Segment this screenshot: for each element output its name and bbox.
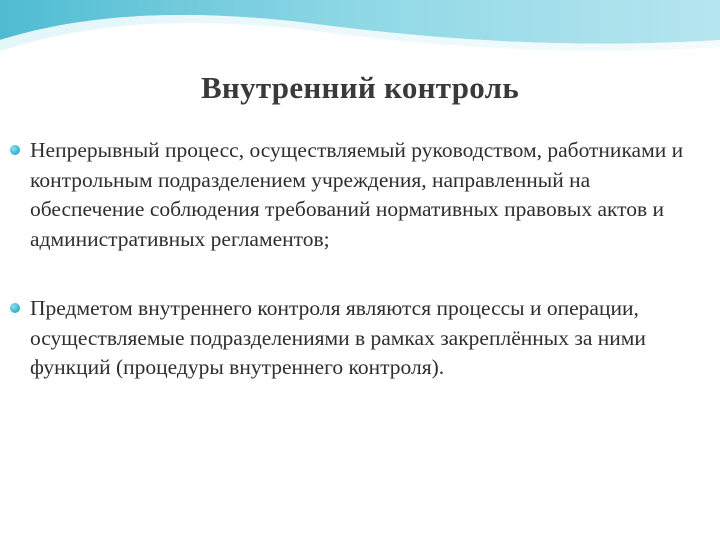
bullet-item-definition <box>8 136 698 254</box>
bullet-list <box>8 136 698 383</box>
bullet-icon <box>10 145 20 155</box>
bullet-text: Предметом внутреннего контроля являются процессы и операции, осуществляемые подразделениями в рамках закреплённых за ними функций (процедуры внутреннего контроля). <box>30 296 646 379</box>
bullet-text: Непрерывный процесс, осуществляемый руководством, работниками и контрольным подразделением учреждения, направленный на обеспечение соблюдения требований нормативных правовых актов и административных регламентов; <box>30 138 684 251</box>
slide-title: Внутренний контроль <box>200 70 520 105</box>
bullet-item-subject <box>8 294 698 383</box>
bullet-icon <box>10 303 20 313</box>
decorative-wave-header <box>0 0 720 80</box>
